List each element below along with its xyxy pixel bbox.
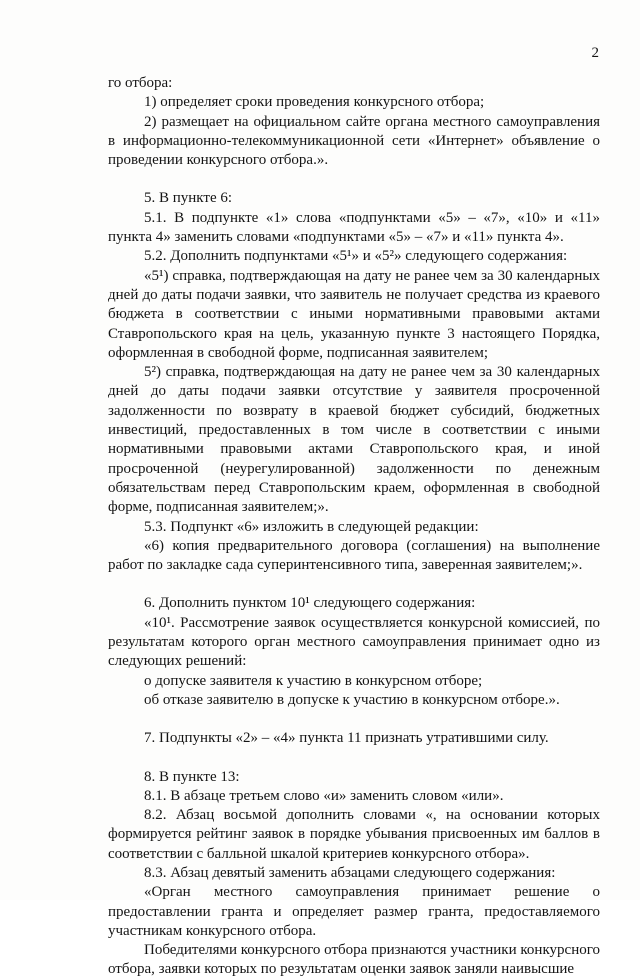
paragraph: 8.1. В абзаце третьем слово «и» заменить словом «или». [144, 787, 504, 804]
section-heading: 8. В пункте 13: [144, 768, 240, 785]
paragraph: «Орган местного самоуправления принимает решение о предоставлении гранта и определяет размер гранта, предоставляемого участникам конкурсного отбора. [108, 884, 600, 939]
paragraph: «10¹. Рассмотрение заявок осуществляется конкурсной комиссией, по результатам которого орган местного самоуправления принимает одно из следующих решений: [108, 614, 600, 670]
paragraph: 5.3. Подпункт «6» изложить в следующей редакции: [144, 518, 479, 535]
paragraph: «6) копия предварительного договора (соглашения) на выполнение работ по закладке сада суперинтенсивного типа, заверенная заявителем;». [108, 537, 600, 574]
paragraph: о допуске заявителя к участию в конкурсном отборе; [144, 672, 483, 689]
paragraph: го отбора: [108, 75, 173, 91]
section-heading: 6. Дополнить пунктом 10¹ следующего содержания: [144, 595, 476, 612]
section-heading: 5. В пункте 6: [144, 190, 233, 207]
paragraph: 2) размещает на официальном сайте органа местного самоуправления в информационно-телекоммуникационной сети «Интернет» объявление о проведении конкурсного отбора.». [108, 113, 600, 169]
page-number: 2 [591, 45, 599, 61]
document-body [108, 74, 600, 980]
paragraph: об отказе заявителю в допуске к участию в конкурсном отборе.». [144, 691, 560, 708]
paragraph: 8.2. Абзац восьмой дополнить словами «, на основании которых формируется рейтинг заявок в порядке убывания присвоенных им баллов в соответствии с балльной шкалой критериев конкурсного отбора». [108, 807, 600, 862]
paragraph: 5²) справка, подтверждающая на дату не ранее чем за 30 календарных дней до даты подачи заявки отсутствие у заявителя просроченной задолженности по возврату в краевой бюджет субсидий, бюджетных инвестиций, предоставленных в том числе в соответствии с иными нормативными правовыми актами Ставропольского края, и иной просроченной (неурегулированной) задолженности по денежным обязательствам перед Ставропольским краем, оформленная в свободной форме, подписанная заявителем;». [108, 364, 600, 516]
paragraph: 5.2. Дополнить подпунктами «5¹» и «5²» следующего содержания: [144, 248, 568, 265]
paragraph: 1) определяет сроки проведения конкурсного отбора; [144, 94, 485, 111]
paragraph: 8.3. Абзац девятый заменить абзацами следующего содержания: [144, 864, 556, 881]
section-heading: 7. Подпункты «2» – «4» пункта 11 признать утратившими силу. [144, 730, 549, 747]
paragraph: 5.1. В подпункте «1» слова «подпунктами «5» – «7», «10» и «11» пункта 4» заменить словами «подпунктами «5» – «7» и «11» пункта 4». [108, 209, 600, 246]
paragraph: Победителями конкурсного отбора признаются участники конкурсного отбора, заявки которых по результатам оценки заявок заняли наивысшие [108, 942, 600, 978]
paragraph: «5¹) справка, подтверждающая на дату не ранее чем за 30 календарных дней до даты подачи заявки, что заявитель не получает средства из краевого бюджета в соответствии с иными нормативными правовыми актами Ставропольского края на цель, указанную пункте 3 настоящего Порядка, оформленная в свободной форме, подписанная заявителем; [108, 267, 600, 361]
